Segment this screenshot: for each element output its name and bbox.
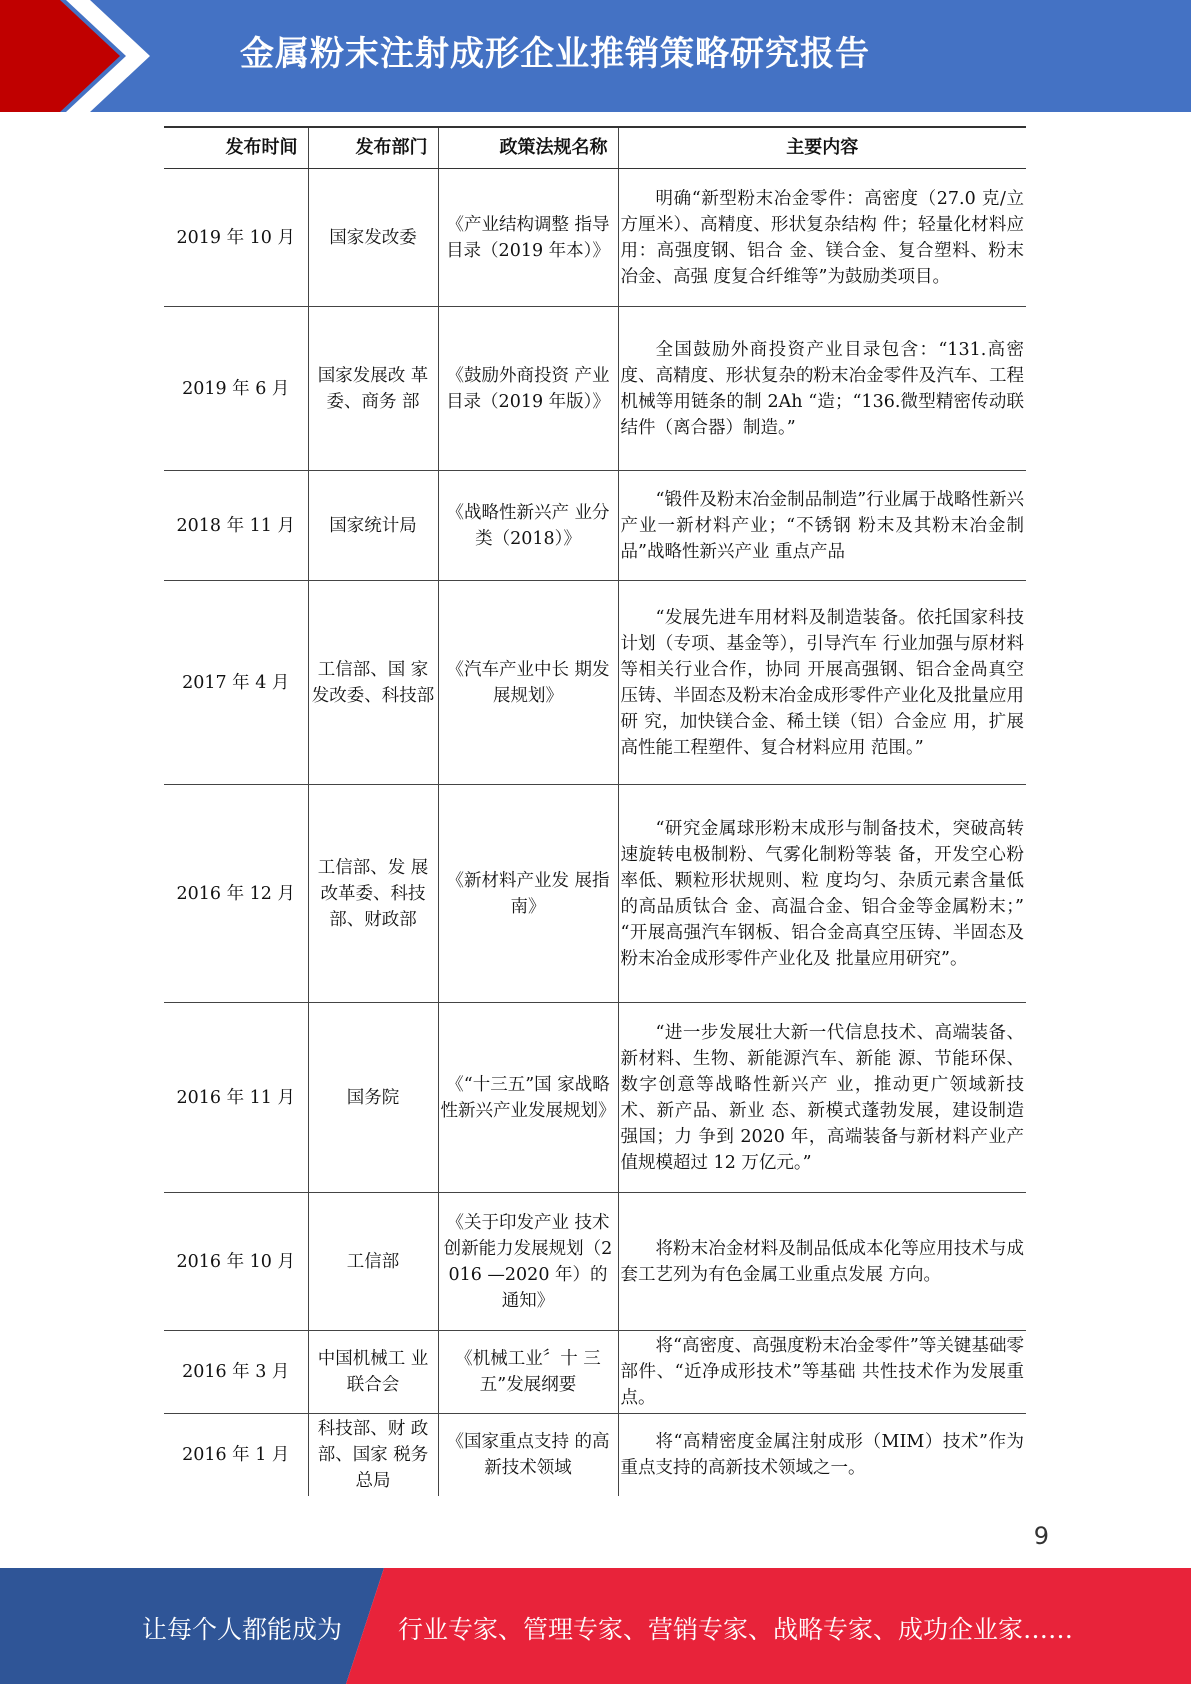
cell-content: “研究金属球形粉末成形与制备技术，突破高转速旋转电极制粉、气雾化制粉等装 备，开发空心粉率低、颗粒形状规则、粒 度均匀、杂质元素含量低的高品质钛合 金、高温合金、铝合金等金属粉末；” “开展高强汽车钢板、铝合金高真空压铸、半固态及粉末冶金成形零件产业化及 批量应用研究”。 bbox=[618, 785, 1026, 1003]
table-row bbox=[164, 307, 1026, 471]
report-header bbox=[0, 0, 1191, 112]
header-content: 主要内容 bbox=[618, 127, 1026, 169]
cell-name: 《机械工业〞十 三五”发展纲要 bbox=[438, 1331, 618, 1414]
table-row bbox=[164, 169, 1026, 307]
table-row bbox=[164, 785, 1026, 1003]
cell-dept: 国务院 bbox=[308, 1003, 438, 1193]
cell-date: 2019 年 6 月 bbox=[164, 307, 308, 471]
cell-content: “锻件及粉末冶金制品制造”行业属于战略性新兴产业一新材料产业；“不锈钢 粉末及其粉末冶金制品”战略性新兴产业 重点产品 bbox=[618, 471, 1026, 581]
cell-date: 2019 年 10 月 bbox=[164, 169, 308, 307]
page-number: 9 bbox=[1033, 1522, 1049, 1550]
cell-content: “进一步发展壮大新一代信息技术、高端装备、新材料、生物、新能源汽车、新能 源、节能环保、数字创意等战略性新兴产 业，推动更广领域新技术、新产品、新业 态、新模式蓬勃发展，建设制造强国；力 争到 2020 年，高端装备与新材料产业产 值规模超过 12 万亿元。” bbox=[618, 1003, 1026, 1193]
report-title: 金属粉末注射成形企业推销策略研究报告 bbox=[240, 34, 870, 74]
chevron-arrow-icon bbox=[0, 0, 160, 112]
cell-content: 全国鼓励外商投资产业目录包含：“131.高密度、高精度、形状复杂的粉末冶金零件及汽车、工程机械等用链条的制 2Ah “造；“136.微型精密传动联结件（离合器）制造。” bbox=[618, 307, 1026, 471]
cell-dept: 工信部、国 家发改委、科技部 bbox=[308, 581, 438, 785]
cell-content: “发展先进车用材料及制造装备。依托国家科技计划（专项、基金等），引导汽车 行业加强与原材料等相关行业合作，协同 开展高强钢、铝合金咼真空压铸、半固态及粉末冶金成形零件产业化及批量应用研 究，加快镁合金、稀土镁（铝）合金应 用，扩展高性能工程塑件、复合材料应用 范围。” bbox=[618, 581, 1026, 785]
table-row bbox=[164, 581, 1026, 785]
cell-dept: 国家统计局 bbox=[308, 471, 438, 581]
cell-name: 《国家重点支持 的高新技术领域 bbox=[438, 1414, 618, 1497]
footer-banner bbox=[0, 1568, 1191, 1684]
cell-dept: 科技部、财 政部、国家 税务总局 bbox=[308, 1414, 438, 1497]
cell-content: 将“高精密度金属注射成形（MIM）技术”作为重点支持的高新技术领域之一。 bbox=[618, 1414, 1026, 1497]
header-name: 政策法规名称 bbox=[438, 127, 618, 169]
cell-date: 2018 年 11 月 bbox=[164, 471, 308, 581]
cell-date: 2016 年 10 月 bbox=[164, 1193, 308, 1331]
header-dept: 发布部门 bbox=[308, 127, 438, 169]
cell-name: 《战略性新兴产 业分类（2018）》 bbox=[438, 471, 618, 581]
footer-slogan-right: 行业专家、管理专家、营销专家、战略专家、成功企业家…… bbox=[398, 1615, 1074, 1644]
table-row bbox=[164, 1331, 1026, 1414]
cell-name: 《汽车产业中长 期发展规划》 bbox=[438, 581, 618, 785]
cell-date: 2016 年 1 月 bbox=[182, 1445, 290, 1465]
table-header-row bbox=[164, 127, 1026, 169]
cell-date: 2016 年 3 月 bbox=[164, 1331, 308, 1414]
cell-name: 《新材料产业发 展指南》 bbox=[438, 785, 618, 1003]
header-date: 发布时间 bbox=[164, 127, 308, 169]
cell-dept: 工信部 bbox=[308, 1193, 438, 1331]
cell-date: 2016 年 11 月 bbox=[164, 1003, 308, 1193]
cell-content: 明确“新型粉末冶金零件：高密度（27.0 克/立方厘米）、高精度、形状复杂结构 件；轻量化材料应用：高强度钢、铝合 金、镁合金、复合塑料、粉末冶金、高强 度复合纤维等”为鼓励类项目。 bbox=[618, 169, 1026, 307]
cell-dept: 国家发改委 bbox=[308, 169, 438, 307]
cell-content: 将“高密度、高强度粉末冶金零件”等关键基础零部件、“近净成形技术”等基础 共性技术作为发展重点。 bbox=[618, 1331, 1026, 1414]
cell-name: 《“十三五”国 家战略性新兴产业发展规划》 bbox=[438, 1003, 618, 1193]
table-row bbox=[164, 1414, 1026, 1497]
cell-dept: 国家发展改 革委、商务 部 bbox=[308, 307, 438, 471]
table-row bbox=[164, 1003, 1026, 1193]
cell-dept: 工信部、发 展改革委、科技部、财政部 bbox=[308, 785, 438, 1003]
cell-name: 《关于印发产业 技术创新能力发展规划（2016 —2020 年）的通知》 bbox=[438, 1193, 618, 1331]
cell-content: 将粉末冶金材料及制品低成本化等应用技术与成套工艺列为有色金属工业重点发展 方向。 bbox=[618, 1193, 1026, 1331]
cell-dept: 中国机械工 业联合会 bbox=[308, 1331, 438, 1414]
policy-table bbox=[164, 126, 1026, 1496]
table-row bbox=[164, 471, 1026, 581]
cell-date: 2017 年 4 月 bbox=[164, 581, 308, 785]
table-row bbox=[164, 1193, 1026, 1331]
cell-name: 《鼓励外商投资 产业目录（2019 年版）》 bbox=[438, 307, 618, 471]
cell-name: 《产业结构调整 指导目录（2019 年本）》 bbox=[438, 169, 618, 307]
footer-slogan-left: 让每个人都能成为 bbox=[142, 1615, 343, 1644]
cell-date: 2016 年 12 月 bbox=[164, 785, 308, 1003]
